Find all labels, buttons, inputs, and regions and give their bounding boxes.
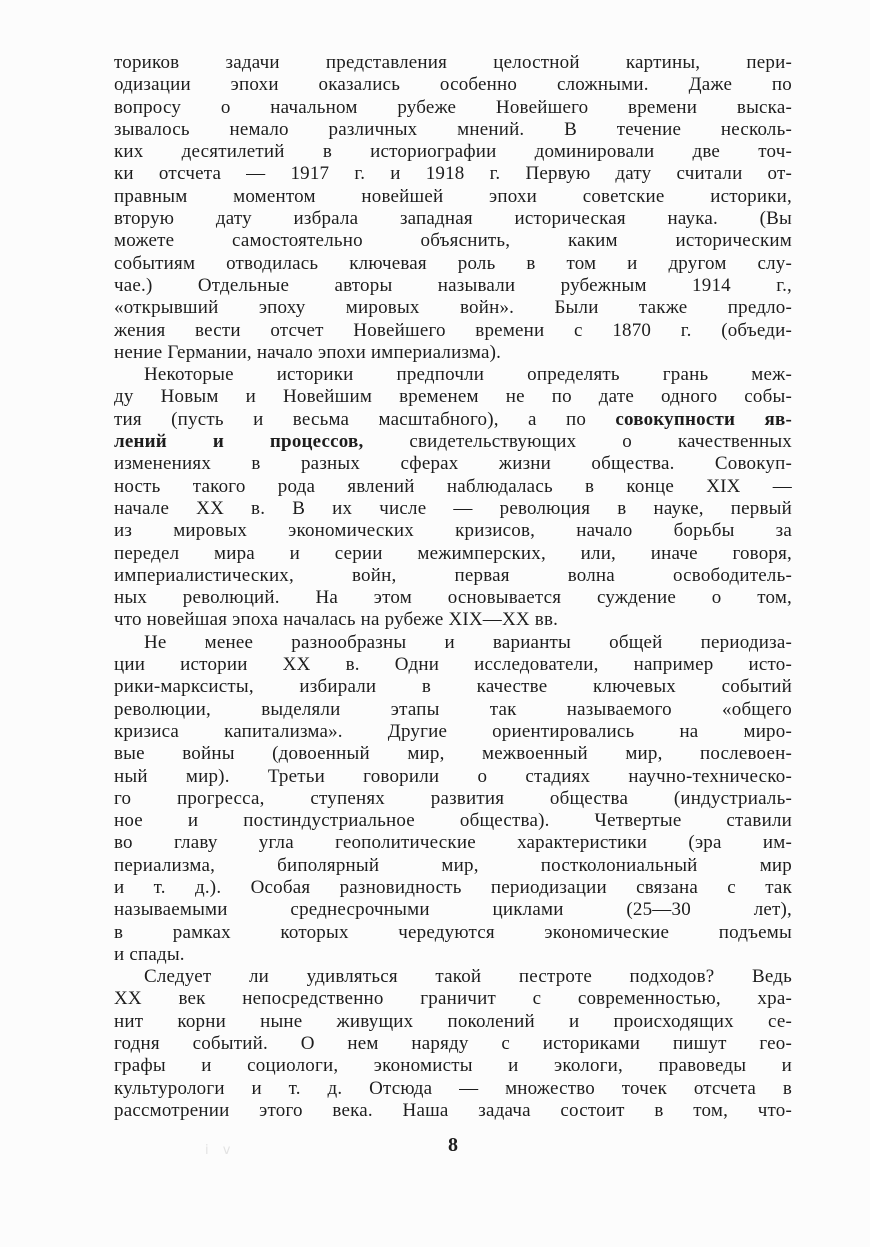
text-segment: империалистических, войн, первая волна освободитель- — [114, 564, 792, 586]
text-line — [114, 163, 792, 185]
text-line — [114, 409, 792, 431]
text-segment: тия (пусть и весьма масштабного), а по — [114, 408, 616, 430]
text-line — [114, 186, 792, 208]
text-segment: кризиса капитализма». Другие ориентировались на миро- — [114, 720, 792, 742]
text-line — [114, 1033, 792, 1055]
text-line — [114, 453, 792, 475]
text-segment: что новейшая эпоха началась на рубеже XIX—XX вв. — [114, 609, 559, 631]
text-segment: передел мира и серии межимперских, или, иначе говоря, — [114, 542, 792, 564]
text-segment: зывалось немало различных мнений. В течение несколь- — [114, 118, 792, 140]
text-line — [114, 788, 792, 810]
text-segment: из мировых экономических кризисов, начало борьбы за — [114, 520, 792, 542]
text-line — [114, 1055, 792, 1077]
text-segment: ториков задачи представления целостной картины, пери- — [114, 52, 792, 73]
text-segment: начале XX в. В их числе — революция в науке, первый — [114, 497, 792, 519]
text-segment: Некоторые историки предпочли определять грань меж- — [144, 364, 792, 386]
text-line — [114, 877, 792, 899]
text-line — [114, 899, 792, 921]
text-line — [114, 676, 792, 698]
text-line — [114, 208, 792, 230]
text-line — [114, 342, 792, 364]
text-line — [114, 966, 792, 988]
text-line — [114, 922, 792, 944]
text-line — [114, 297, 792, 319]
text-segment: ных революций. На этом основывается суждение о том, — [114, 587, 792, 609]
text-line — [114, 275, 792, 297]
text-line — [114, 766, 792, 788]
text-segment: рассмотрении этого века. Наша задача состоит в том, что- — [114, 1099, 792, 1121]
text-segment: чае.) Отдельные авторы называли рубежным 1914 г., — [114, 274, 792, 296]
text-segment: событиям отводилась ключевая роль в том и другом слу- — [114, 252, 792, 274]
text-segment: ких десятилетий в историографии доминировали две точ- — [114, 141, 792, 163]
text-line — [114, 855, 792, 877]
text-segment: ное и постиндустриальное общества). Четвертые ставили — [114, 810, 792, 832]
text-segment: можете самостоятельно объяснить, каким историческим — [114, 230, 792, 252]
text-segment: во главу угла геополитические характеристики (эра им- — [114, 832, 792, 854]
text-line — [114, 1011, 792, 1033]
text-line — [114, 721, 792, 743]
text-line — [114, 119, 792, 141]
text-segment: одизации эпохи оказались особенно сложными. Даже по — [114, 74, 792, 96]
text-segment: изменениях в разных сферах жизни общества. Совокуп- — [114, 453, 792, 475]
bold-text-segment: лений и процессов, — [114, 431, 364, 453]
text-line — [114, 944, 792, 966]
text-line — [114, 476, 792, 498]
text-line — [114, 609, 792, 631]
text-line — [114, 141, 792, 163]
text-segment: Следует ли удивляться такой пестроте подходов? Ведь — [144, 966, 792, 988]
text-segment: и спады. — [114, 943, 185, 965]
text-line — [114, 253, 792, 275]
text-line — [114, 832, 792, 854]
page-number: 8 — [448, 1134, 458, 1156]
text-line — [114, 632, 792, 654]
text-line — [114, 520, 792, 542]
text-segment: революции, выделяли этапы так называемого «общего — [114, 698, 792, 720]
text-segment: вые войны (довоенный мир, межвоенный мир, послевоен- — [114, 743, 792, 765]
text-segment: XX век непосредственно граничит с современностью, хра- — [114, 988, 792, 1010]
text-line — [114, 431, 792, 453]
text-line — [114, 320, 792, 342]
text-line — [114, 810, 792, 832]
text-line — [114, 743, 792, 765]
text-line — [114, 364, 792, 386]
text-segment: ки отсчета — 1917 г. и 1918 г. Первую дату считали от- — [114, 163, 792, 185]
text-line — [114, 74, 792, 96]
text-line — [114, 587, 792, 609]
text-segment: свидетельствующих о качественных — [363, 431, 792, 453]
text-line — [114, 386, 792, 408]
text-segment: нит корни ныне живущих поколений и происходящих се- — [114, 1010, 792, 1032]
text-segment: годня событий. О нем наряду с историками пишут гео- — [114, 1033, 792, 1055]
text-segment: графы и социологи, экономисты и экологи, правоведы и — [114, 1055, 792, 1077]
text-segment: нение Германии, начало эпохи империализма). — [114, 341, 502, 363]
text-segment: жения вести отсчет Новейшего времени с 1870 г. (объеди- — [114, 319, 792, 341]
text-segment: вопросу о начальном рубеже Новейшего времени выска- — [114, 96, 792, 118]
text-line — [114, 699, 792, 721]
text-line — [114, 1078, 792, 1100]
text-segment: ность такого рода явлений наблюдалась в конце XIX — — [114, 475, 792, 497]
text-line — [114, 654, 792, 676]
text-line — [114, 565, 792, 587]
text-line — [114, 230, 792, 252]
text-segment: рики-марксисты, избирали в качестве ключевых событий — [114, 676, 792, 698]
text-segment: периализма, биполярный мир, постколониальный мир — [114, 854, 792, 876]
text-segment: ции истории XX в. Одни исследователи, например исто- — [114, 654, 792, 676]
bold-text-segment: совокупности яв- — [615, 408, 792, 430]
text-line — [114, 543, 792, 565]
text-line — [114, 988, 792, 1010]
text-segment: и т. д.). Особая разновидность периодизации связана с так — [114, 876, 792, 898]
bleed-through-artifact: i v — [205, 1143, 236, 1158]
text-segment: «открывший эпоху мировых войн». Были также предло- — [114, 297, 792, 319]
text-segment: ный мир). Третьи говорили о стадиях научно-техническо- — [114, 765, 792, 787]
text-segment: правным моментом новейшей эпохи советские историки, — [114, 185, 792, 207]
text-segment: называемыми среднесрочными циклами (25—30 лет), — [114, 899, 792, 921]
text-segment: культурологи и т. д. Отсюда — множество точек отсчета в — [114, 1077, 792, 1099]
text-line — [114, 498, 792, 520]
text-segment: Не менее разнообразны и варианты общей периодиза- — [144, 631, 792, 653]
text-segment: го прогресса, ступенях развития общества (индустриаль- — [114, 787, 792, 809]
text-segment: ду Новым и Новейшим временем не по дате одного собы- — [114, 386, 792, 408]
text-line — [114, 1100, 792, 1122]
text-segment: вторую дату избрала западная историческая наука. (Вы — [114, 208, 792, 230]
text-line — [114, 52, 792, 74]
text-line — [114, 97, 792, 119]
text-segment: в рамках которых чередуются экономические подъемы — [114, 921, 792, 943]
page-text-block — [114, 52, 792, 1122]
